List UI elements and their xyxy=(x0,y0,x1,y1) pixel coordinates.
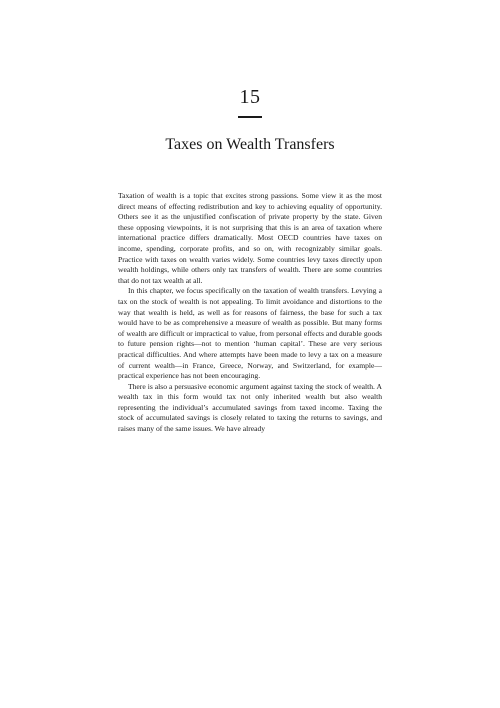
paragraph-3: There is also a persuasive economic argument against taxing the stock of wealth. A wealth tax in this form would tax not only inherited wealth but also wealth representing the individual’s accumulated savings from taxed income. Taxing the stock of accumulated savings is closely related to taxing the returns to savings, and raises many of the same issues. We have already xyxy=(118,381,382,434)
chapter-title: Taxes on Wealth Transfers xyxy=(165,136,335,153)
paragraph-1: Taxation of wealth is a topic that excites strong passions. Some view it as the most direct means of effecting redistribution and key to achieving equality of opportunity. Others see it as the unjustified confiscation of private property by the state. Given these opposing viewpoints, it is not surprising that this is an area of taxation where international practice differs dramatically. Most OECD countries have taxes on income, spending, corporate profits, and so on, with recognizably similar goals. Practice with taxes on wealth varies widely. Some countries levy taxes directly upon wealth holdings, while others only tax transfers of wealth. There are some countries that do not tax wealth at all. xyxy=(118,191,382,285)
chapter-rule-divider xyxy=(238,116,262,118)
chapter-body xyxy=(118,191,382,435)
chapter-number: 15 xyxy=(239,86,261,108)
paragraph-2: In this chapter, we focus specifically on the taxation of wealth transfers. Levying a tax on the stock of wealth is not appealing. To limit avoidance and distortions to the way that wealth is held, as well as for reasons of fairness, the base for such a tax would have to be as comprehensive a measure of wealth as possible. But many forms of wealth are difficult or impractical to value, from personal effects and durable goods to future pension rights—not to mention ‘human capital’. These are very serious practical difficulties. And where attempts have been made to levy a tax on a measure of current wealth—in France, Greece, Norway, and Switzerland, for example—practical experience has not been encouraging. xyxy=(118,286,382,381)
